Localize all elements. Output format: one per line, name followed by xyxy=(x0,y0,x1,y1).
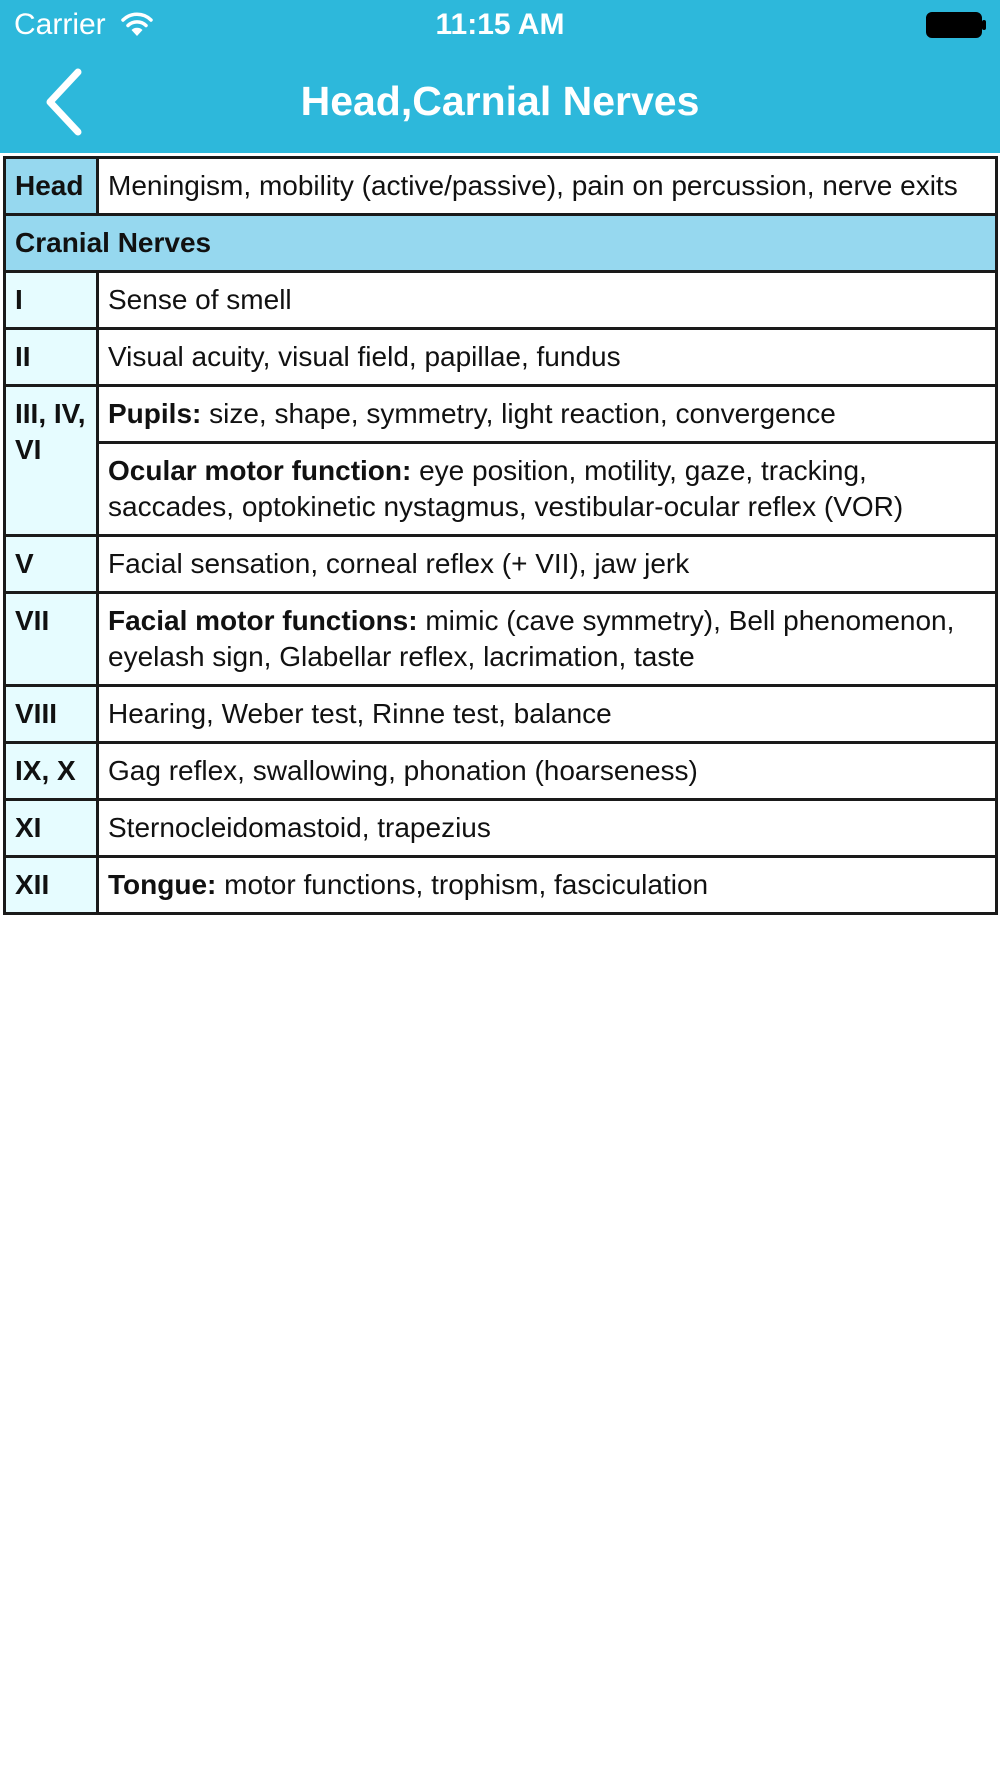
table-row xyxy=(5,443,997,536)
row-description xyxy=(98,272,997,329)
exam-table-container xyxy=(3,156,999,915)
row-text: Facial sensation, corneal reflex (+ VII), jaw jerk xyxy=(108,548,690,579)
row-lead: Tongue: xyxy=(108,869,217,900)
row-text: mimic (cave symmetry), Bell phenomenon, eyelash sign, Glabellar reflex, lacrimation, taste xyxy=(108,605,955,672)
row-text: eye position, motility, gaze, tracking, saccades, optokinetic nystagmus, vestibular-ocular reflex (VOR) xyxy=(108,455,904,522)
row-text: Hearing, Weber test, Rinne test, balance xyxy=(108,698,612,729)
table-row xyxy=(5,857,997,914)
row-text: Gag reflex, swallowing, phonation (hoarseness) xyxy=(108,755,698,786)
row-description: Meningism, mobility (active/passive), pain on percussion, nerve exits xyxy=(98,158,997,215)
page-title: Head,Carnial Nerves xyxy=(300,78,700,124)
row-label: Head xyxy=(5,158,98,215)
row-description xyxy=(98,386,997,443)
row-label: II xyxy=(5,329,98,386)
row-description xyxy=(98,443,997,536)
table-row xyxy=(5,800,997,857)
row-label: VII xyxy=(5,593,98,686)
row-label: III, IV, VI xyxy=(5,386,98,536)
status-time: 11:15 AM xyxy=(435,8,565,41)
row-text: Sense of smell xyxy=(108,284,292,315)
table-row xyxy=(5,686,997,743)
table-row xyxy=(5,386,997,443)
row-description xyxy=(98,536,997,593)
row-lead: Ocular motor function: xyxy=(108,455,412,486)
section-header-row xyxy=(5,215,997,272)
back-button[interactable] xyxy=(36,66,96,136)
table-row-head xyxy=(5,158,997,215)
carrier-label: Carrier xyxy=(14,8,106,41)
row-description xyxy=(98,857,997,914)
row-label: VIII xyxy=(5,686,98,743)
row-description xyxy=(98,743,997,800)
table-row xyxy=(5,536,997,593)
row-description xyxy=(98,329,997,386)
row-label: XII xyxy=(5,857,98,914)
row-lead: Facial motor functions: xyxy=(108,605,418,636)
table-row xyxy=(5,593,997,686)
section-header: Cranial Nerves xyxy=(5,215,997,272)
chevron-left-icon xyxy=(36,123,96,140)
row-text: Sternocleidomastoid, trapezius xyxy=(108,812,491,843)
row-label: I xyxy=(5,272,98,329)
row-label: XI xyxy=(5,800,98,857)
row-lead: Pupils: xyxy=(108,398,202,429)
row-description xyxy=(98,686,997,743)
row-description xyxy=(98,800,997,857)
status-bar xyxy=(0,0,1000,50)
row-text: size, shape, symmetry, light reaction, convergence xyxy=(201,398,836,429)
row-text: Visual acuity, visual field, papillae, fundus xyxy=(108,341,621,372)
row-label: IX, X xyxy=(5,743,98,800)
row-description xyxy=(98,593,997,686)
table-row xyxy=(5,329,997,386)
row-label: V xyxy=(5,536,98,593)
exam-table xyxy=(3,156,998,915)
battery-icon xyxy=(926,12,988,38)
nav-bar xyxy=(0,50,1000,153)
table-row xyxy=(5,743,997,800)
table-row xyxy=(5,272,997,329)
row-text: motor functions, trophism, fasciculation xyxy=(216,869,709,900)
top-bar xyxy=(0,0,1000,153)
